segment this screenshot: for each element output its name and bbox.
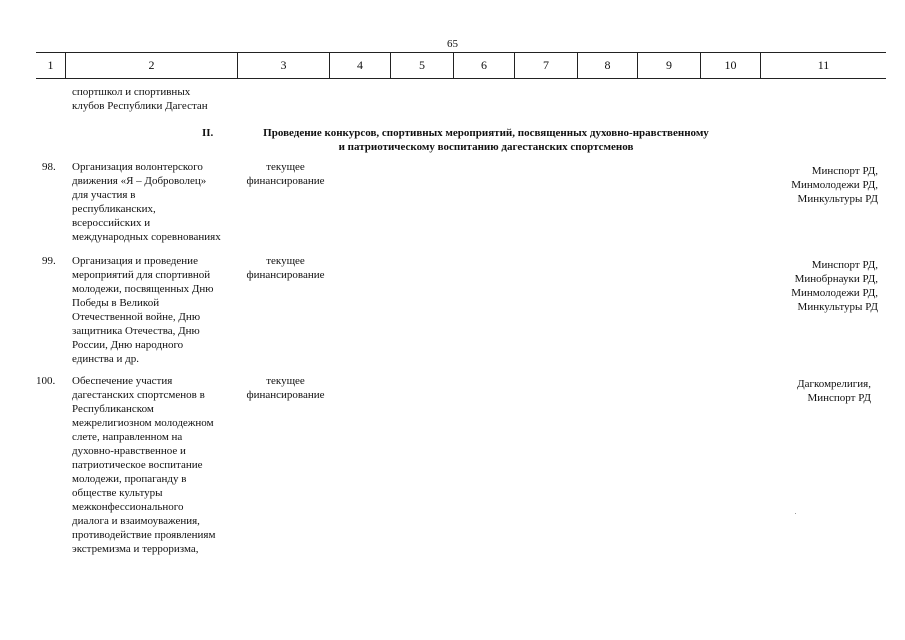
row-number: 99. <box>42 255 56 267</box>
row-executors: Минспорт РД, Минобрнауки РД, Минмолодежи РД, Минкультуры РД <box>791 259 878 313</box>
column-header-1: 1 <box>36 53 66 78</box>
section-title: Проведение конкурсов, спортивных мероприятий, посвященных духовно-нравственному и патриотическому воспитанию дагестанских спортсменов <box>263 127 709 153</box>
row-funding: текущее финансирование <box>246 161 325 187</box>
column-header-7: 7 <box>515 53 578 78</box>
row-description: Организация и проведение мероприятий для спортивной молодежи, посвященных Дню Победы в Великой Отечественной войне, Дню защитника Отечества, Дню России, Дню народного единства и др. <box>72 255 214 365</box>
scan-dot <box>795 513 796 514</box>
row-number: 100. <box>36 375 56 387</box>
page-number: 65 <box>447 38 458 50</box>
table-header-row <box>36 52 886 79</box>
continued-description: спортшкол и спортивных клубов Республики Дагестан <box>72 86 208 112</box>
column-header-3: 3 <box>238 53 330 78</box>
row-description: Организация волонтерского движения «Я – Доброволец» для участия в республиканских, всероссийских и международных соревнованиях <box>72 161 221 243</box>
row-number: 98. <box>42 161 56 173</box>
row-funding: текущее финансирование <box>246 375 325 401</box>
column-header-5: 5 <box>391 53 454 78</box>
column-header-8: 8 <box>578 53 638 78</box>
column-header-2: 2 <box>66 53 238 78</box>
column-header-4: 4 <box>330 53 391 78</box>
section-number: II. <box>202 127 214 139</box>
column-header-10: 10 <box>701 53 761 78</box>
column-header-11: 11 <box>817 58 830 72</box>
row-executors: Дагкомрелигия, Минспорт РД <box>797 378 871 404</box>
row-funding: текущее финансирование <box>246 255 325 281</box>
row-description: Обеспечение участия дагестанских спортсменов в Республиканском межрелигиозном молодежном слете, направленном на духовно-нравственное и патриотическое воспитание молодежи, пропаганду в обществе культуры межконфессионального диалога и взаимоуважения, противодействие проявлениям экстремизма и терроризма, <box>72 375 216 555</box>
column-header-6: 6 <box>454 53 515 78</box>
row-executors: Минспорт РД, Минмолодежи РД, Минкультуры РД <box>791 165 878 205</box>
column-header-9: 9 <box>638 53 701 78</box>
